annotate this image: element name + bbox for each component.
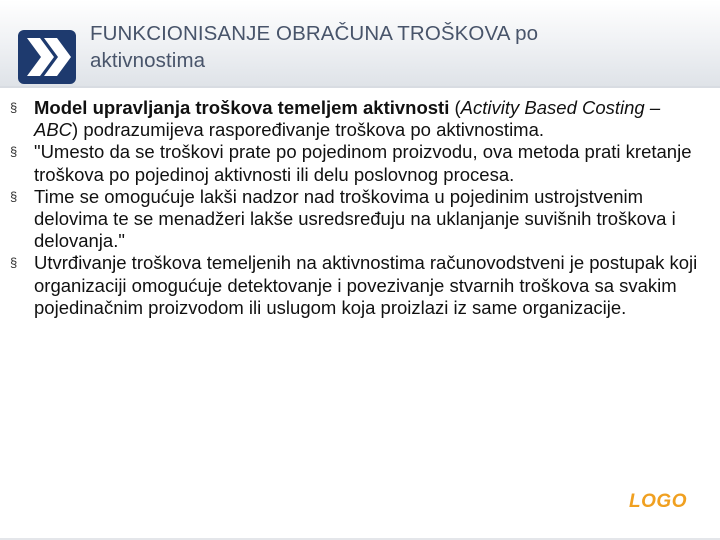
bullet-item-2: [10, 141, 700, 185]
bullet-4-text: Utvrđivanje troškova temeljenih na aktivnostima računovodstveni je postupak koji organizaciji omogućuje detektovanje i povezivanje stvarnih troškova sa svakim pojedinačnim proizvodom ili uslugom koja proizlazi iz same organizacije.: [34, 252, 698, 318]
bullet-list: [10, 97, 700, 319]
bullet-1-bold: Model upravljanja troškova temeljem aktivnosti: [34, 97, 450, 118]
double-chevron-icon: [18, 30, 76, 84]
bullet-2-text: "Umesto da se troškovi prate po pojedinom proizvodu, ova metoda prati kretanje troškova po pojedinoj aktivnosti ili delu poslovnog procesa.: [34, 141, 692, 185]
bullet-marker: §: [10, 255, 18, 271]
bullet-marker: §: [10, 188, 18, 204]
bullet-marker: §: [10, 144, 18, 160]
title-line-2: aktivnostima: [90, 49, 206, 72]
bullet-item-3: [10, 186, 700, 253]
bullet-1-italic: Activity Based Costing – ABC: [34, 97, 661, 141]
bullet-marker: §: [10, 100, 18, 115]
bullet-1-text: (: [449, 97, 461, 118]
bullet-item-4: [10, 252, 700, 319]
header-divider: [0, 86, 720, 88]
bullet-item-1: [10, 97, 700, 141]
bullet-1-text-2: ) podrazumijeva raspoređivanje troškova po aktivnostima.: [72, 119, 545, 141]
bullet-3-text: Time se omogućuje lakši nadzor nad troškovima u pojedinim ustrojstvenim delovima te se menadžeri lakše usredsređuju na uklanjanje suvišnih troškova i delovanja.": [34, 185, 676, 252]
title-line-1: FUNKCIONISANJE OBRAČUNA TROŠKOVA po: [90, 22, 539, 45]
slide-title: [90, 20, 690, 74]
logo-text: LOGO: [629, 491, 687, 512]
